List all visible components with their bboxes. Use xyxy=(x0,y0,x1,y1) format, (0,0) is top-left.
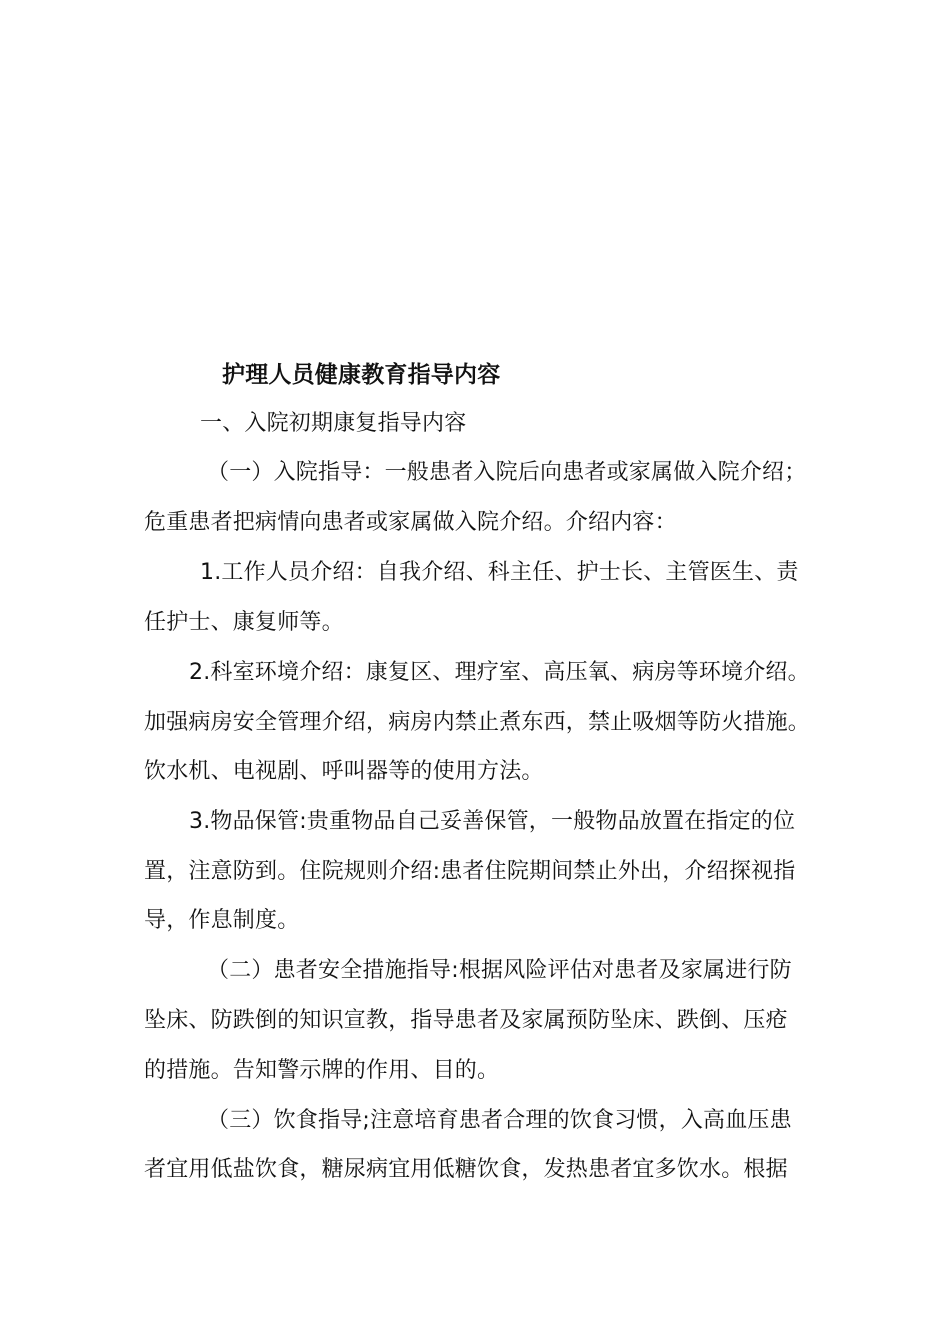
paragraph-line: 饮水机、电视剧、呼叫器等的使用方法。 xyxy=(144,759,544,784)
paragraph-line: （三）饮食指导;注意培育患者合理的饮食习惯，入高血压患 xyxy=(207,1108,792,1133)
paragraph-line: 2.科室环境介绍：康复区、理疗室、高压氧、病房等环境介绍。 xyxy=(189,660,810,685)
paragraph-line: 坠床、防跌倒的知识宣教，指导患者及家属预防坠床、跌倒、压疮 xyxy=(144,1008,788,1033)
paragraph-line: 危重患者把病情向患者或家属做入院介绍。介绍内容： xyxy=(144,510,677,535)
paragraph-line: 的措施。告知警示牌的作用、目的。 xyxy=(144,1058,500,1083)
paragraph-line: 加强病房安全管理介绍，病房内禁止煮东西，禁止吸烟等防火措施。 xyxy=(144,710,811,735)
paragraph-line: 导，作息制度。 xyxy=(144,908,300,933)
paragraph-line: 置，注意防到。住院规则介绍:患者住院期间禁止外出，介绍探视指 xyxy=(144,859,796,884)
paragraph-line: 任护士、康复师等。 xyxy=(144,610,344,635)
paragraph-line: 者宜用低盐饮食，糖尿病宜用低糖饮食，发热患者宜多饮水。根据 xyxy=(144,1157,788,1182)
paragraph-line: 3.物品保管:贵重物品自己妥善保管，一般物品放置在指定的位 xyxy=(189,809,796,834)
document-title: 护理人员健康教育指导内容 xyxy=(222,362,501,388)
section-heading-1: 一、入院初期康复指导内容 xyxy=(200,411,467,436)
paragraph-line: （二）患者安全措施指导:根据风险评估对患者及家属进行防 xyxy=(207,958,792,983)
paragraph-line: 1.工作人员介绍：自我介绍、科主任、护士长、主管医生、责 xyxy=(200,560,799,585)
paragraph-line: （一）入院指导：一般患者入院后向患者或家属做入院介绍； xyxy=(207,460,807,485)
